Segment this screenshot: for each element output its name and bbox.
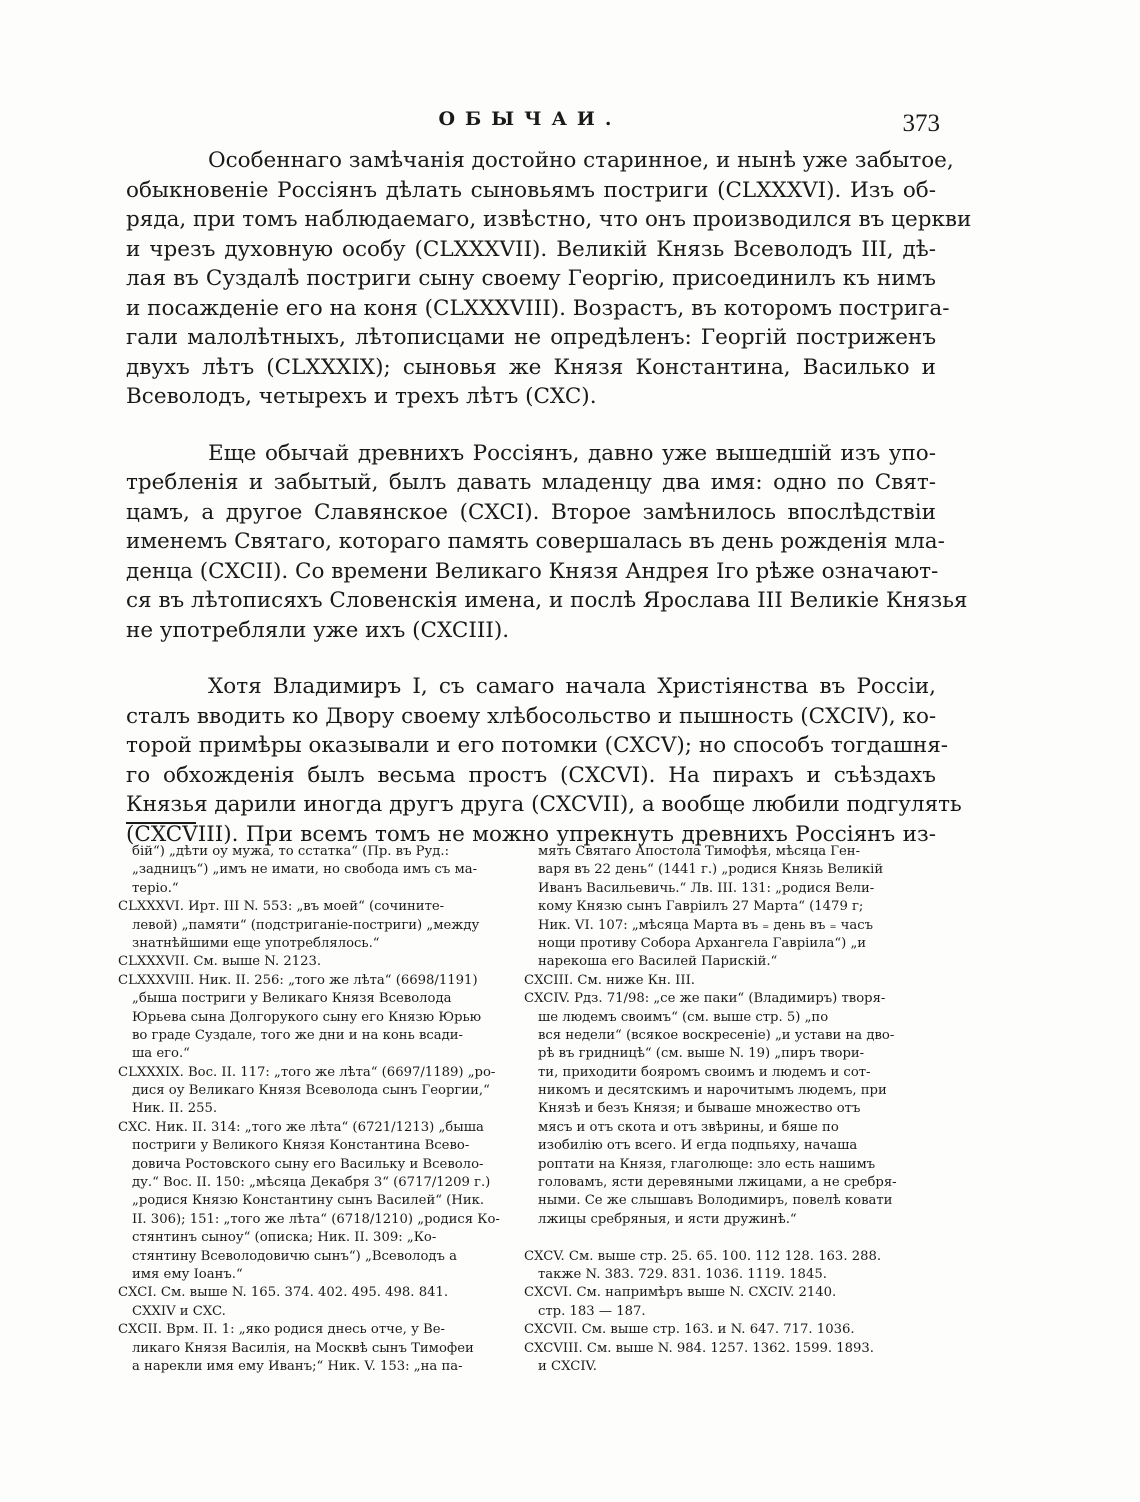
footnote-line: CXXIV и CXC. [132, 1303, 226, 1319]
page-number: 373 [902, 110, 940, 137]
footnote-line: ше людемъ своимъ“ (см. выше стр. 5) „по [538, 1009, 829, 1025]
footnote-line: теріо.“ [132, 880, 179, 896]
text-line: и посажденіе его на коня (CLXXXVIII). Возрастъ, въ которомъ пострига- [126, 295, 950, 321]
footnote-line: „родися Князю Константину сынъ Василей“ (Ник. [132, 1193, 485, 1209]
footnote-line: CXCII. Врм. II. 1: „яко родися днесь отче, у Ве- [118, 1322, 445, 1338]
footnote-line: ными. Се же слышавъ Володимиръ, повелѣ ковати [538, 1193, 893, 1209]
text-line: и чрезъ духовную особу (CLXXXVII). Великій Князь Всеволодъ III, дѣ- [126, 236, 936, 262]
main-text [126, 146, 972, 876]
footnote-line: изобилію отъ всего. И егда подпьяху, начаша [538, 1138, 858, 1154]
footnote-line: ду.“ Вос. II. 150: „мѣсяца Декабря 3“ (6717/1209 г.) [132, 1175, 491, 1191]
footnote-line: роптати на Князя, глаголюще: зло есть нашимъ [538, 1156, 876, 1172]
footnote-line: Ник. VI. 107: „мѣсяца Марта въ ₌ день въ ₌ часъ [538, 917, 874, 933]
footnote-line: Князѣ и безъ Князя; и бываше множество отъ [538, 1101, 861, 1117]
text-line: сталъ вводить ко Двору своему хлѣбосольство и пышность (CXCIV), ко- [126, 703, 937, 729]
footnote-line: мясъ и отъ скота и отъ звѣрины, и бяше по [538, 1119, 839, 1135]
footnote-line: II. 306); 151: „того же лѣта“ (6718/1210) „родися Ко- [132, 1211, 500, 1227]
footnote-line: дися оу Великаго Князя Всеволода сынъ Георгии,“ [132, 1083, 490, 1099]
footnote-line: ликаго Князя Василія, на Москвѣ сынъ Тимофеи [132, 1340, 474, 1356]
footnote-line: CXCIV. Рдз. 71/98: „се же паки“ (Владимиръ) творя- [524, 991, 886, 1007]
footnote-line: Юрьева сына Долгорукого сыну его Князю Юрью [132, 1009, 482, 1025]
footnote-line: „быша постриги у Великаго Князя Всеволода [132, 991, 452, 1007]
footnote-line: кому Князю сынъ Гавріилъ 27 Марта“ (1479 г; [538, 899, 864, 915]
text-line: ся въ лѣтописяхъ Словенскія имена, и послѣ Ярослава III Великіе Князья [126, 588, 968, 613]
running-head [120, 108, 940, 142]
footnote-line: и CXCIV. [538, 1358, 597, 1374]
footnote-line: ша его.“ [132, 1046, 190, 1062]
paragraph-names [126, 439, 968, 646]
footnotes-right-column [524, 843, 918, 1376]
text-line: Хотя Владимиръ I, съ самаго начала Христіянства въ Россіи, [208, 674, 936, 699]
footnote-line: CLXXXVIII. Ник. II. 256: „того же лѣта“ (6698/1191) [118, 972, 478, 988]
text-line: (CXCVIII). При всемъ томъ не можно упрекнуть древнихъ Россіянъ из- [126, 821, 936, 847]
footnote-line: нощи противу Собора Архангела Гавріила“) „и [538, 935, 867, 951]
footnote-line: стянтинъ сыноу“ (описка; Ник. II. 309: „Ко- [132, 1230, 437, 1246]
footnote-line: знатнѣйшими еще употреблялось.“ [132, 935, 380, 951]
text-line: именемъ Святаго, котораго память совершалась въ день рожденія мла- [126, 529, 945, 554]
paragraph-tonsure [126, 146, 972, 412]
footnote-divider [126, 822, 196, 824]
footnote-line: никомъ и десятскимъ и нарочитымъ людемъ, при [538, 1083, 887, 1099]
footnote-line: CLXXXVI. Ирт. III N. 553: „въ моей“ (сочините- [118, 899, 445, 915]
footnote-line: CXCVII. См. выше стр. 163. и N. 647. 717. 1036. [524, 1322, 855, 1338]
running-title: ОБЫЧАИ. [438, 108, 622, 130]
footnote-line: мять Святаго Апостола Тимофѣя, мѣсяца Ген- [538, 844, 861, 859]
footnote-line: CXCV. См. выше стр. 25. 65. 100. 112 128. 163. 288. [524, 1248, 882, 1264]
text-line: требленія и забытый, былъ давать младенцу два имя: одно по Свят- [126, 470, 936, 495]
footnote-line: Иванъ Васильевичь.“ Лв. III. 131: „родися Вели- [538, 880, 875, 896]
text-line: торой примѣры оказывали и его потомки (CXCV); но способъ тогдашня- [126, 733, 949, 758]
text-line: Всеволодъ, четырехъ и трехъ лѣтъ (CXC). [126, 384, 597, 409]
footnote-line: варя въ 22 день“ (1441 г.) „родися Князь Великій [538, 862, 884, 878]
footnote-spacer [524, 1229, 918, 1247]
footnote-line: левой) „памяти“ (подстриганіе-постриги) „между [132, 917, 480, 933]
footnote-line: головамъ, ясти деревяными лжицами, а не сребря- [538, 1175, 897, 1191]
footnote-line: лжицы сребряныя, и ясти дружинѣ.“ [538, 1211, 797, 1227]
footnote-line: рѣ въ гридницѣ“ (см. выше N. 19) „пиръ твори- [538, 1046, 865, 1062]
text-line: Князья дарили иногда другъ друга (CXCVII), а вообще любили подгулять [126, 792, 962, 817]
text-line: денца (CXCII). Со времени Великаго Князя Андрея Iго рѣже означают- [126, 558, 939, 584]
footnote-line: стр. 183 — 187. [538, 1303, 646, 1319]
footnote-line: Ник. II. 255. [132, 1101, 218, 1117]
footnote-line: CXCIII. См. ниже Кн. III. [524, 972, 695, 988]
footnote-line: бій“) „дѣти оу мужа, то сстатка“ (Пр. въ Руд.: [132, 844, 450, 859]
footnote-line: имя ему Іоанъ.“ [132, 1266, 243, 1282]
footnote-line: стянтину Всеволодовичю сынъ“) „Всеволодъ а [132, 1248, 457, 1264]
text-line: ряда, при томъ наблюдаемаго, извѣстно, что онъ производился въ церкви [126, 207, 972, 232]
text-line: гали малолѣтныхъ, лѣтописцами не опредѣленъ: Георгій постриженъ [126, 325, 936, 350]
text-line: лая въ Суздалѣ постриги сыну своему Георгію, присоединилъ къ нимъ [126, 266, 936, 291]
footnote-line: CXCVIII. См. выше N. 984. 1257. 1362. 1599. 1893. [524, 1340, 875, 1356]
footnote-line: CXC. Ник. II. 314: „того же лѣта“ (6721/1213) „быша [118, 1119, 484, 1135]
footnote-line: CLXXXVII. См. выше N. 2123. [118, 954, 322, 970]
text-line: обыкновеніе Россіянъ дѣлать сыновьямъ постриги (CLXXXVI). Изъ об- [126, 177, 936, 203]
footnote-line: CLXXXIX. Вос. II. 117: „того же лѣта“ (6697/1189) „ро- [118, 1064, 496, 1080]
footnote-line: нарекоша его Василей Парискій.“ [538, 954, 778, 970]
footnote-line: а нарекли имя ему Иванъ;“ Ник. V. 153: „на па- [132, 1358, 463, 1374]
footnote-line: CXCVI. См. напримѣръ выше N. CXCIV. 2140. [524, 1285, 837, 1301]
footnote-line: также N. 383. 729. 831. 1036. 1119. 1845. [538, 1266, 827, 1282]
text-line: го обхожденія былъ весьма простъ (CXCVI). На пирахъ и съѣздахъ [126, 762, 936, 788]
text-line: двухъ лѣтъ (CLXXXIX); сыновья же Князя Константина, Василько и [126, 354, 936, 380]
text-line: Особеннаго замѣчанія достойно старинное, и нынѣ уже забытое, [208, 148, 954, 173]
text-line: цамъ, а другое Славянское (CXCI). Второе замѣнилось впослѣдствіи [126, 499, 936, 525]
paragraph-hospitality [126, 672, 962, 849]
footnote-line: вся недели“ (всякое воскресеніе) „и устави на дво- [538, 1027, 895, 1043]
text-line: Еще обычай древнихъ Россіянъ, давно уже вышедшій изъ упо- [208, 440, 936, 466]
footnotes-left-column [118, 843, 518, 1376]
footnote-line: „задницъ“) „имъ не имати, но свобода имъ съ ма- [132, 862, 478, 878]
footnote-line: постриги у Великого Князя Константина Всево- [132, 1138, 470, 1154]
footnote-line: ти, приходити бояромъ своимъ и людемъ и сот- [538, 1064, 871, 1080]
footnote-line: CXCI. См. выше N. 165. 374. 402. 495. 498. 841. [118, 1285, 449, 1301]
footnote-line: во граде Суздале, того же дни и на конь всади- [132, 1027, 463, 1043]
footnote-line: довича Ростовского сыну его Васильку и Всеволо- [132, 1156, 484, 1172]
text-line: не употребляли уже ихъ (CXCIII). [126, 617, 510, 643]
